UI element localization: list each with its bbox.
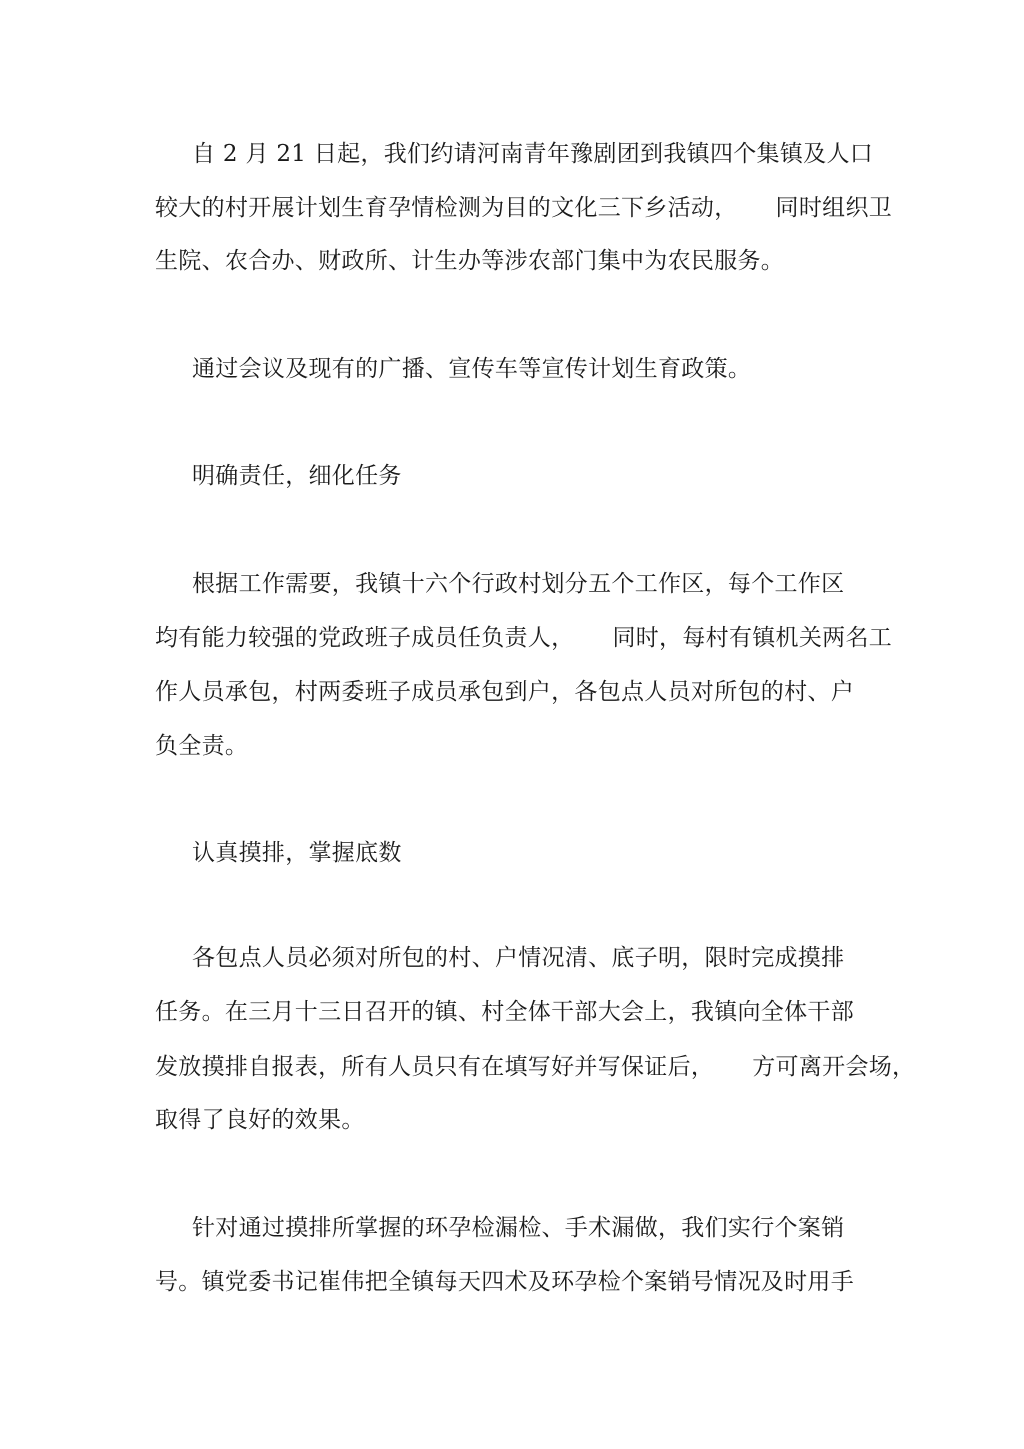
paragraph-4-line-4: 取得了良好的效果。	[155, 1107, 365, 1133]
paragraph-3-line-4: 负全责。	[155, 733, 249, 759]
section-heading-1: 明确责任，细化任务	[192, 463, 402, 489]
paragraph-2-line-1: 通过会议及现有的广播、宣传车等宣传计划生育政策。	[192, 356, 752, 382]
paragraph-3-line-2: 均有能力较强的党政班子成员任负责人， 同时，每村有镇机关两名工	[155, 625, 893, 651]
paragraph-4-line-2: 任务。在三月十三日召开的镇、村全体干部大会上，我镇向全体干部	[155, 999, 854, 1025]
section-heading-2: 认真摸排，掌握底数	[192, 840, 402, 866]
paragraph-1-line-3: 生院、农合办、财政所、计生办等涉农部门集中为农民服务。	[155, 248, 785, 274]
paragraph-4-line-1: 各包点人员必须对所包的村、户情况清、底子明，限时完成摸排	[192, 945, 845, 971]
paragraph-3-line-3: 作人员承包，村两委班子成员承包到户，各包点人员对所包的村、户	[155, 679, 854, 705]
paragraph-5-line-2: 号。镇党委书记崔伟把全镇每天四术及环孕检个案销号情况及时用手	[155, 1269, 854, 1295]
paragraph-1-line-2: 较大的村开展计划生育孕情检测为目的文化三下乡活动， 同时组织卫	[155, 195, 893, 221]
paragraph-3-line-1: 根据工作需要，我镇十六个行政村划分五个工作区，每个工作区	[192, 571, 845, 597]
paragraph-5-line-1: 针对通过摸排所掌握的环孕检漏检、手术漏做，我们实行个案销	[192, 1215, 845, 1241]
paragraph-1-line-1: 自 2 月 21 日起，我们约请河南青年豫剧团到我镇四个集镇及人口	[192, 141, 874, 167]
paragraph-4-line-3: 发放摸排自报表，所有人员只有在填写好并写保证后， 方可离开会场，	[155, 1054, 916, 1080]
